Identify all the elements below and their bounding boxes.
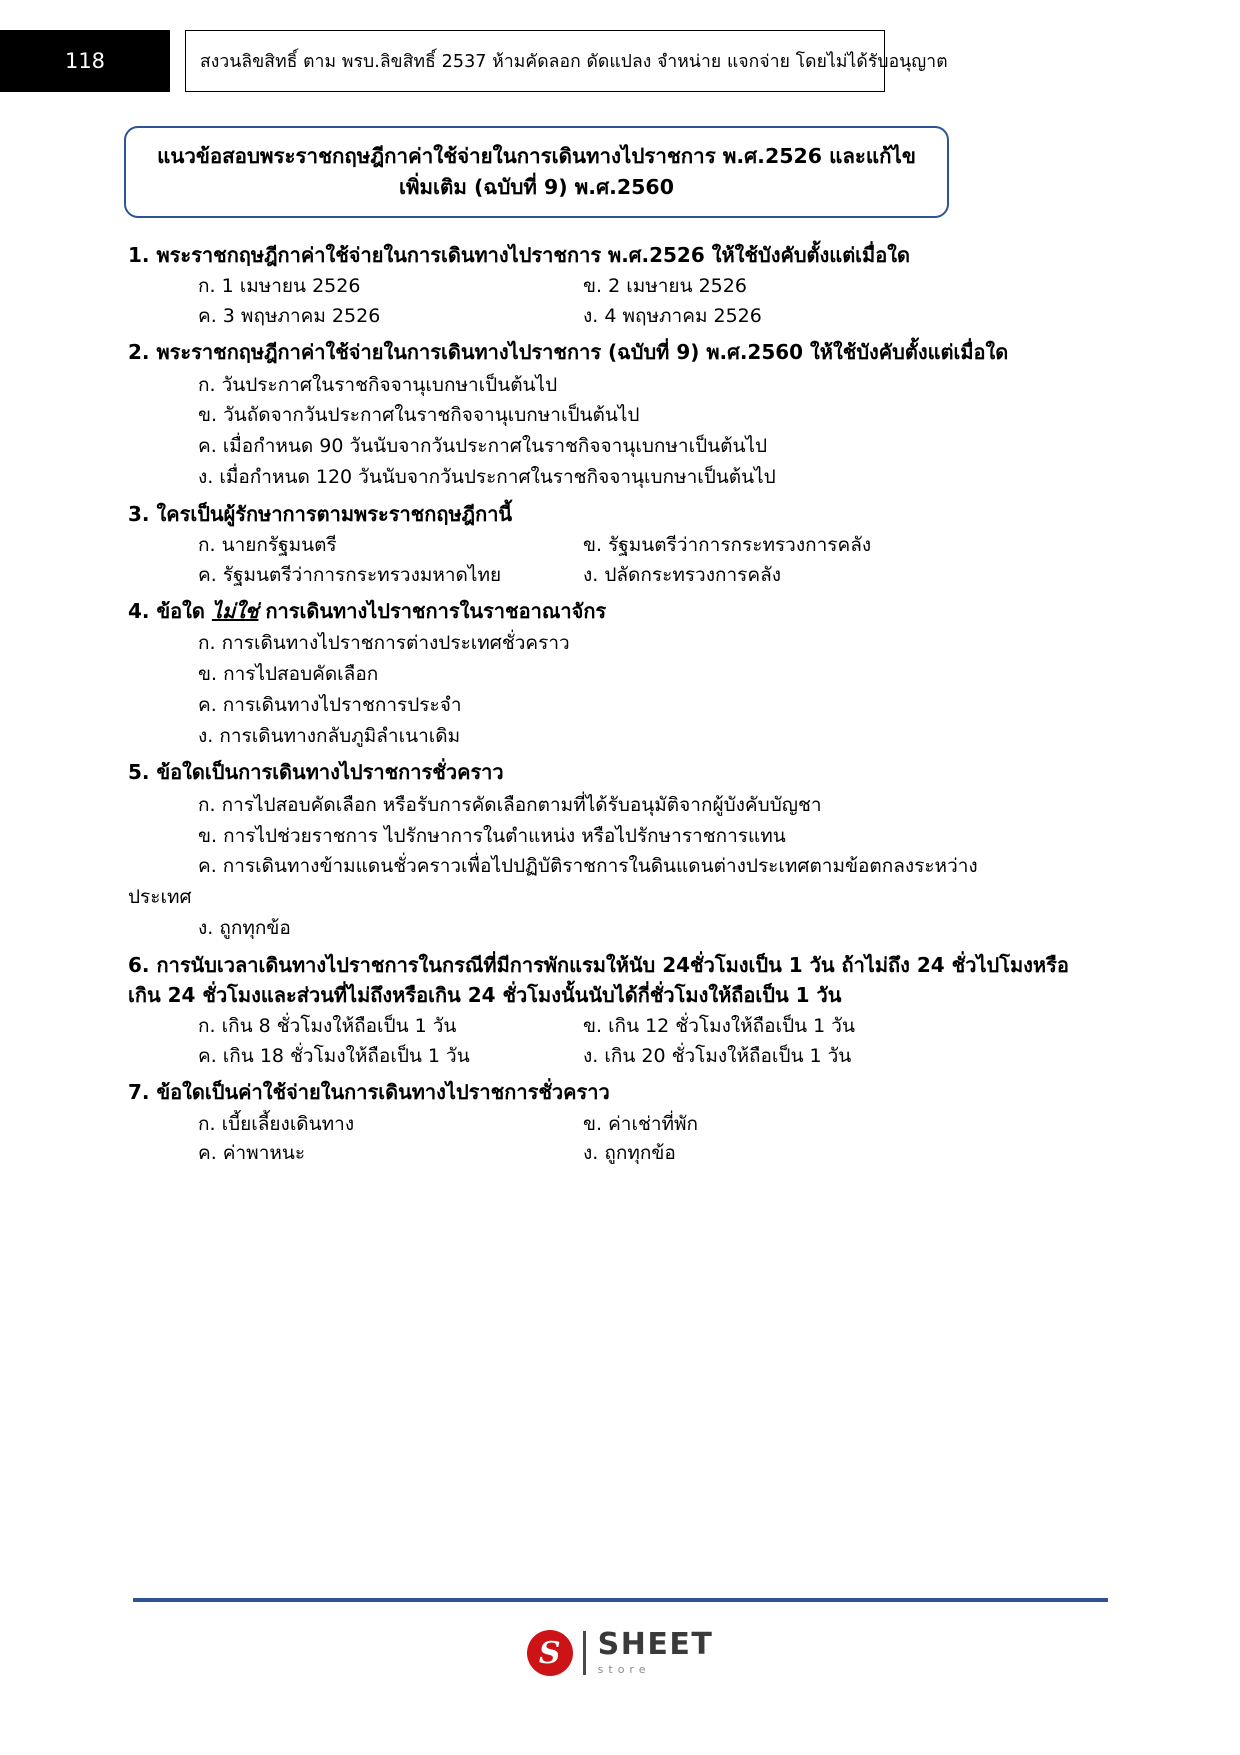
choice-row: [128, 1042, 1088, 1071]
question-4-choices: [128, 628, 1088, 751]
question-7-text: 7. ข้อใดเป็นค่าใช้จ่ายในการเดินทางไปราชการชั่วคราว: [128, 1080, 610, 1105]
question-2-choices: [128, 370, 1088, 493]
copyright-notice-box: [185, 30, 948, 92]
question-4: [128, 596, 1088, 626]
question-3: [128, 499, 1088, 529]
page-number-badge: [0, 30, 170, 92]
choice-item[interactable]: ข. การไปสอบคัดเลือก: [198, 663, 379, 686]
choice-item[interactable]: ก. การเดินทางไปราชการต่างประเทศชั่วคราว: [198, 632, 570, 655]
choice-item[interactable]: ค. เกิน 18 ชั่วโมงให้ถือเป็น 1 วัน: [198, 1044, 470, 1067]
choice-item[interactable]: ก. วันประกาศในราชกิจจานุเบกษาเป็นต้นไป: [198, 373, 558, 396]
choice-item[interactable]: ง. การเดินทางกลับภูมิลำเนาเดิม: [198, 724, 461, 747]
choice-item[interactable]: ข. รัฐมนตรีว่าการกระทรวงการคลัง: [583, 534, 872, 557]
question-1-text: 1. พระราชกฤษฎีกาค่าใช้จ่ายในการเดินทางไปราชการ พ.ศ.2526 ให้ใช้บังคับตั้งแต่เมื่อใด: [128, 243, 910, 267]
choice-row: [128, 1139, 1088, 1168]
choice-item[interactable]: ค. ค่าพาหนะ: [198, 1142, 306, 1165]
question-5: [128, 757, 1088, 787]
choice-item[interactable]: ง. เมื่อกำหนด 120 วันนับจากวันประกาศในราชกิจจานุเบกษาเป็นต้นไป: [198, 465, 776, 488]
logo-mark-letter: S: [538, 1635, 561, 1671]
question-7-choices: [128, 1110, 1088, 1169]
page-number: 118: [64, 49, 106, 73]
question-6: [128, 950, 1088, 1011]
copyright-notice-text: สงวนลิขสิทธิ์ ตาม พรบ.ลิขสิทธิ์ 2537 ห้ามคัดลอก ดัดแปลง จำหน่าย แจกจ่าย โดยไม่ได้รับอนุญาต: [200, 52, 948, 72]
choice-item[interactable]: ก. เบี้ยเลี้ยงเดินทาง: [198, 1112, 355, 1135]
choice-item[interactable]: ค. เมื่อกำหนด 90 วันนับจากวันประกาศในราชกิจจานุเบกษาเป็นต้นไป: [198, 435, 768, 458]
choice-row: [128, 1110, 1088, 1139]
choice-item[interactable]: ข. วันถัดจากวันประกาศในราชกิจจานุเบกษาเป็นต้นไป: [198, 404, 640, 427]
question-4-emphasis: ไม่ใช่: [211, 598, 259, 623]
logo-wordmark: [597, 1627, 714, 1676]
choice-row: [128, 1012, 1088, 1041]
choice-item[interactable]: ง. ปลัดกระทรวงการคลัง: [583, 563, 781, 586]
question-5-choices: [128, 790, 1088, 944]
question-1: [128, 240, 1088, 270]
choice-item-continuation: ประเทศ: [128, 886, 192, 909]
question-7: [128, 1077, 1088, 1107]
question-1-choices: [128, 272, 1088, 331]
question-5-text: 5. ข้อใดเป็นการเดินทางไปราชการชั่วคราว: [128, 760, 504, 785]
choice-item[interactable]: ก. 1 เมษายน 2526: [198, 275, 361, 298]
choice-item[interactable]: ค. การเดินทางข้ามแดนชั่วคราวเพื่อไปปฏิบัติราชการในดินแดนต่างประเทศตามข้อตกลงระหว่าง: [198, 855, 978, 878]
choice-item[interactable]: ข. ค่าเช่าที่พัก: [583, 1112, 699, 1135]
question-6-choices: [128, 1012, 1088, 1071]
footer-divider: [133, 1598, 1108, 1602]
question-3-choices: [128, 531, 1088, 590]
choice-row: [128, 272, 1088, 301]
choice-item[interactable]: ข. 2 เมษายน 2526: [583, 275, 747, 298]
choice-row: [128, 302, 1088, 331]
choice-item[interactable]: ค. 3 พฤษภาคม 2526: [198, 304, 381, 327]
question-3-text: 3. ใครเป็นผู้รักษาการตามพระราชกฤษฎีกานี้: [128, 501, 513, 526]
exam-title-text: แนวข้อสอบพระราชกฤษฎีกาค่าใช้จ่ายในการเดินทางไปราชการ พ.ศ.2526 และแก้ไขเพิ่มเติม (ฉบับที่ 9) พ.ศ.2560: [157, 144, 916, 199]
choice-item[interactable]: ก. นายกรัฐมนตรี: [198, 534, 337, 557]
choice-item[interactable]: ข. การไปช่วยราชการ ไปรักษาการในตำแหน่ง หรือไปรักษาราชการแทน: [198, 824, 786, 847]
question-6-text: 6. การนับเวลาเดินทางไปราชการในกรณีที่มีการพักแรมให้นับ 24ชั่วโมงเป็น 1 วัน ถ้าไม่ถึง 24 ชั่วไปโมงหรือเกิน 24 ชั่วโมงและส่วนที่ไม่ถึงหรือเกิน 24 ชั่วโมงนั้นนับได้กี่ชั่วโมงให้ถือเป็น 1 วัน: [128, 952, 1069, 1008]
choice-item[interactable]: ข. เกิน 12 ชั่วโมงให้ถือเป็น 1 วัน: [583, 1015, 855, 1038]
logo-divider: [583, 1631, 586, 1675]
choice-item[interactable]: ก. เกิน 8 ชั่วโมงให้ถือเป็น 1 วัน: [198, 1015, 457, 1038]
question-2-text: 2. พระราชกฤษฎีกาค่าใช้จ่ายในการเดินทางไปราชการ (ฉบับที่ 9) พ.ศ.2560 ให้ใช้บังคับตั้งแต่เมื่อใด: [128, 340, 1009, 365]
logo-subtitle: store: [597, 1663, 651, 1676]
page-header: [0, 30, 1240, 92]
choice-row: [128, 561, 1088, 590]
questions-container: [128, 240, 1088, 1175]
question-2: [128, 337, 1088, 367]
logo-name: SHEET: [597, 1627, 714, 1662]
choice-item[interactable]: ค. การเดินทางไปราชการประจำ: [198, 693, 462, 716]
choice-item[interactable]: ง. ถูกทุกข้อ: [583, 1142, 676, 1165]
choice-row: [128, 531, 1088, 560]
footer-logo: [0, 1627, 1240, 1676]
question-4-text-after: การเดินทางไปราชการในราชอาณาจักร: [258, 598, 607, 623]
choice-item[interactable]: ง. ถูกทุกข้อ: [198, 916, 291, 939]
choice-item[interactable]: ง. 4 พฤษภาคม 2526: [583, 304, 762, 327]
choice-item[interactable]: ก. การไปสอบคัดเลือก หรือรับการคัดเลือกตามที่ได้รับอนุมัติจากผู้บังคับบัญชา: [198, 793, 822, 816]
question-4-text-before: 4. ข้อใด: [128, 598, 212, 623]
choice-item[interactable]: ค. รัฐมนตรีว่าการกระทรวงมหาดไทย: [198, 563, 502, 586]
choice-item[interactable]: ง. เกิน 20 ชั่วโมงให้ถือเป็น 1 วัน: [583, 1044, 852, 1067]
exam-title-banner: [124, 126, 949, 218]
sheet-store-logo-icon: [527, 1630, 573, 1676]
